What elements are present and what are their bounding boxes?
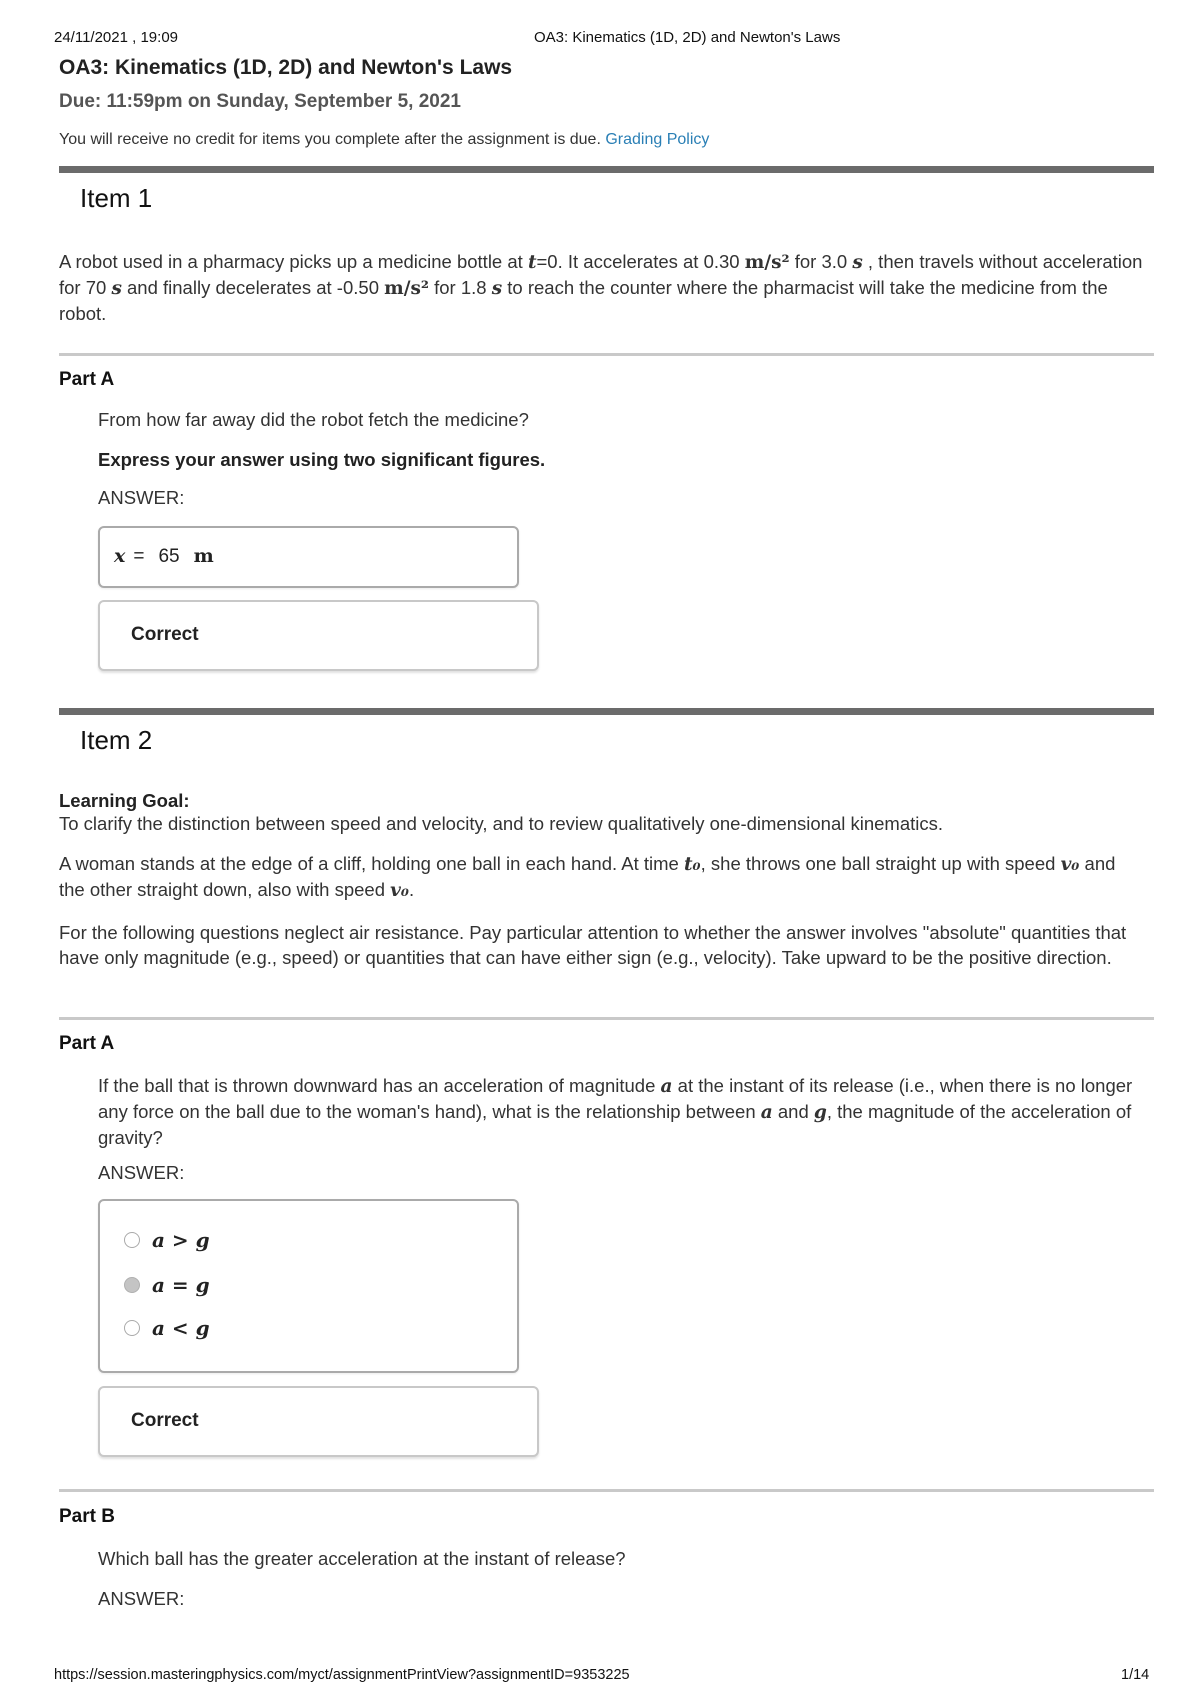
text-run: for 1.8 bbox=[428, 277, 492, 298]
item1-partA-feedback bbox=[98, 600, 539, 671]
choice-label: a = g bbox=[152, 1273, 210, 1297]
choice-label: a < g bbox=[152, 1316, 210, 1340]
choice-a-gt-g[interactable] bbox=[124, 1228, 210, 1252]
text-run: A woman stands at the edge of a cliff, holding one ball in each hand. At time bbox=[59, 853, 684, 874]
item2-partA-choices bbox=[98, 1199, 519, 1373]
text-run: If the ball that is thrown downward has an acceleration of magnitude bbox=[98, 1075, 661, 1096]
radio-button-selected[interactable] bbox=[124, 1277, 140, 1293]
math-t: t bbox=[527, 252, 537, 273]
item2-divider bbox=[59, 708, 1154, 715]
part-divider bbox=[59, 353, 1154, 356]
learning-goal-text: To clarify the distinction between speed and velocity, and to review qualitatively one-dimensional kinematics. bbox=[59, 813, 944, 834]
equals-sign: = bbox=[133, 546, 145, 567]
item1-partA-label: Part A bbox=[59, 369, 115, 390]
item2-title: Item 2 bbox=[80, 725, 153, 755]
text-run: =0. It accelerates at 0.30 bbox=[536, 251, 745, 272]
math-t0: t₀ bbox=[683, 854, 701, 875]
choice-a-lt-g[interactable] bbox=[124, 1316, 210, 1340]
text-run: at the instant of its release (i.e., when there is no longer any force on the ball due to the woman's hand), what is the relationship between bbox=[98, 1075, 1133, 1122]
due-date: Due: 11:59pm on Sunday, September 5, 2021 bbox=[59, 91, 461, 112]
answer-value: 65 bbox=[158, 546, 180, 567]
item2-partB-question: Which ball has the greater acceleration at the instant of release? bbox=[98, 1548, 626, 1569]
radio-button[interactable] bbox=[124, 1232, 140, 1248]
item1-title: Item 1 bbox=[80, 183, 153, 213]
text-run: . bbox=[409, 879, 415, 900]
answer-unit: m bbox=[193, 545, 214, 567]
math-x: x bbox=[114, 545, 126, 567]
item1-divider bbox=[59, 166, 1154, 173]
answer-label: ANSWER: bbox=[98, 1162, 185, 1183]
text-run: , she throws one ball straight up with speed bbox=[700, 853, 1061, 874]
unit-s: s bbox=[111, 278, 122, 299]
choice-label: a > g bbox=[152, 1228, 210, 1252]
unit-ms2: m/s² bbox=[384, 278, 429, 299]
text-run: and bbox=[772, 1101, 814, 1122]
item2-problem-text bbox=[59, 851, 1144, 903]
text-run: and the other straight down, also with speed bbox=[59, 853, 1116, 900]
math-a: a bbox=[660, 1076, 673, 1097]
text-run: , the magnitude of the acceleration of gravity? bbox=[98, 1101, 1132, 1148]
print-page-title: OA3: Kinematics (1D, 2D) and Newton's Laws bbox=[534, 29, 841, 46]
answer-label: ANSWER: bbox=[98, 487, 185, 508]
item2-partB-label: Part B bbox=[59, 1506, 115, 1527]
text-run: for 3.0 bbox=[789, 251, 853, 272]
math-v0: v₀ bbox=[1060, 854, 1080, 875]
item2-partA-question bbox=[98, 1073, 1148, 1150]
unit-s: s bbox=[491, 278, 503, 299]
grading-policy-link[interactable]: Grading Policy bbox=[605, 131, 710, 148]
text-run: to reach the counter where the pharmacist will take the medicine from the robot. bbox=[59, 277, 1108, 324]
math-a: a bbox=[760, 1102, 773, 1123]
item2-instructions: For the following questions neglect air resistance. Pay particular attention to whether the answer involves "absolute" quantities that have only magnitude (e.g., speed) or quantities that can have either sign (e.g., velocity). Take upward to be the positive direction. bbox=[59, 922, 1127, 968]
text-run: and finally decelerates at -0.50 bbox=[121, 277, 385, 298]
radio-button[interactable] bbox=[124, 1320, 140, 1336]
item1-problem-text bbox=[59, 249, 1144, 326]
unit-ms2: m/s² bbox=[744, 252, 790, 273]
item2-partA-feedback bbox=[98, 1386, 539, 1457]
item2-partA-label: Part A bbox=[59, 1033, 115, 1054]
footer-url: https://session.masteringphysics.com/myct/assignmentPrintView?assignmentID=9353225 bbox=[54, 1667, 630, 1683]
text-run: , then travels without acceleration for 70 bbox=[59, 251, 1143, 298]
item1-partA-instruction: Express your answer using two significant figures. bbox=[98, 449, 546, 470]
unit-s: s bbox=[852, 252, 863, 273]
text-run: A robot used in a pharmacy picks up a medicine bottle at bbox=[59, 251, 528, 272]
feedback-text: Correct bbox=[131, 624, 199, 645]
late-notice-text: You will receive no credit for items you complete after the assignment is due. bbox=[59, 131, 601, 148]
footer-page-number: 1/14 bbox=[1121, 1667, 1150, 1683]
late-notice bbox=[59, 131, 709, 149]
answer-expression bbox=[114, 545, 214, 568]
answer-label: ANSWER: bbox=[98, 1588, 185, 1609]
part-divider bbox=[59, 1017, 1154, 1020]
math-g: g bbox=[813, 1102, 827, 1123]
choice-a-eq-g[interactable] bbox=[124, 1273, 210, 1297]
assignment-title: OA3: Kinematics (1D, 2D) and Newton's Laws bbox=[59, 56, 513, 79]
item1-partA-question: From how far away did the robot fetch the medicine? bbox=[98, 409, 529, 430]
item1-partA-answer-box[interactable] bbox=[98, 526, 519, 588]
part-divider bbox=[59, 1489, 1154, 1492]
learning-goal-label: Learning Goal: bbox=[59, 790, 190, 811]
math-v0: v₀ bbox=[390, 880, 409, 901]
print-datetime: 24/11/2021 , 19:09 bbox=[54, 29, 178, 46]
feedback-text: Correct bbox=[131, 1410, 199, 1431]
